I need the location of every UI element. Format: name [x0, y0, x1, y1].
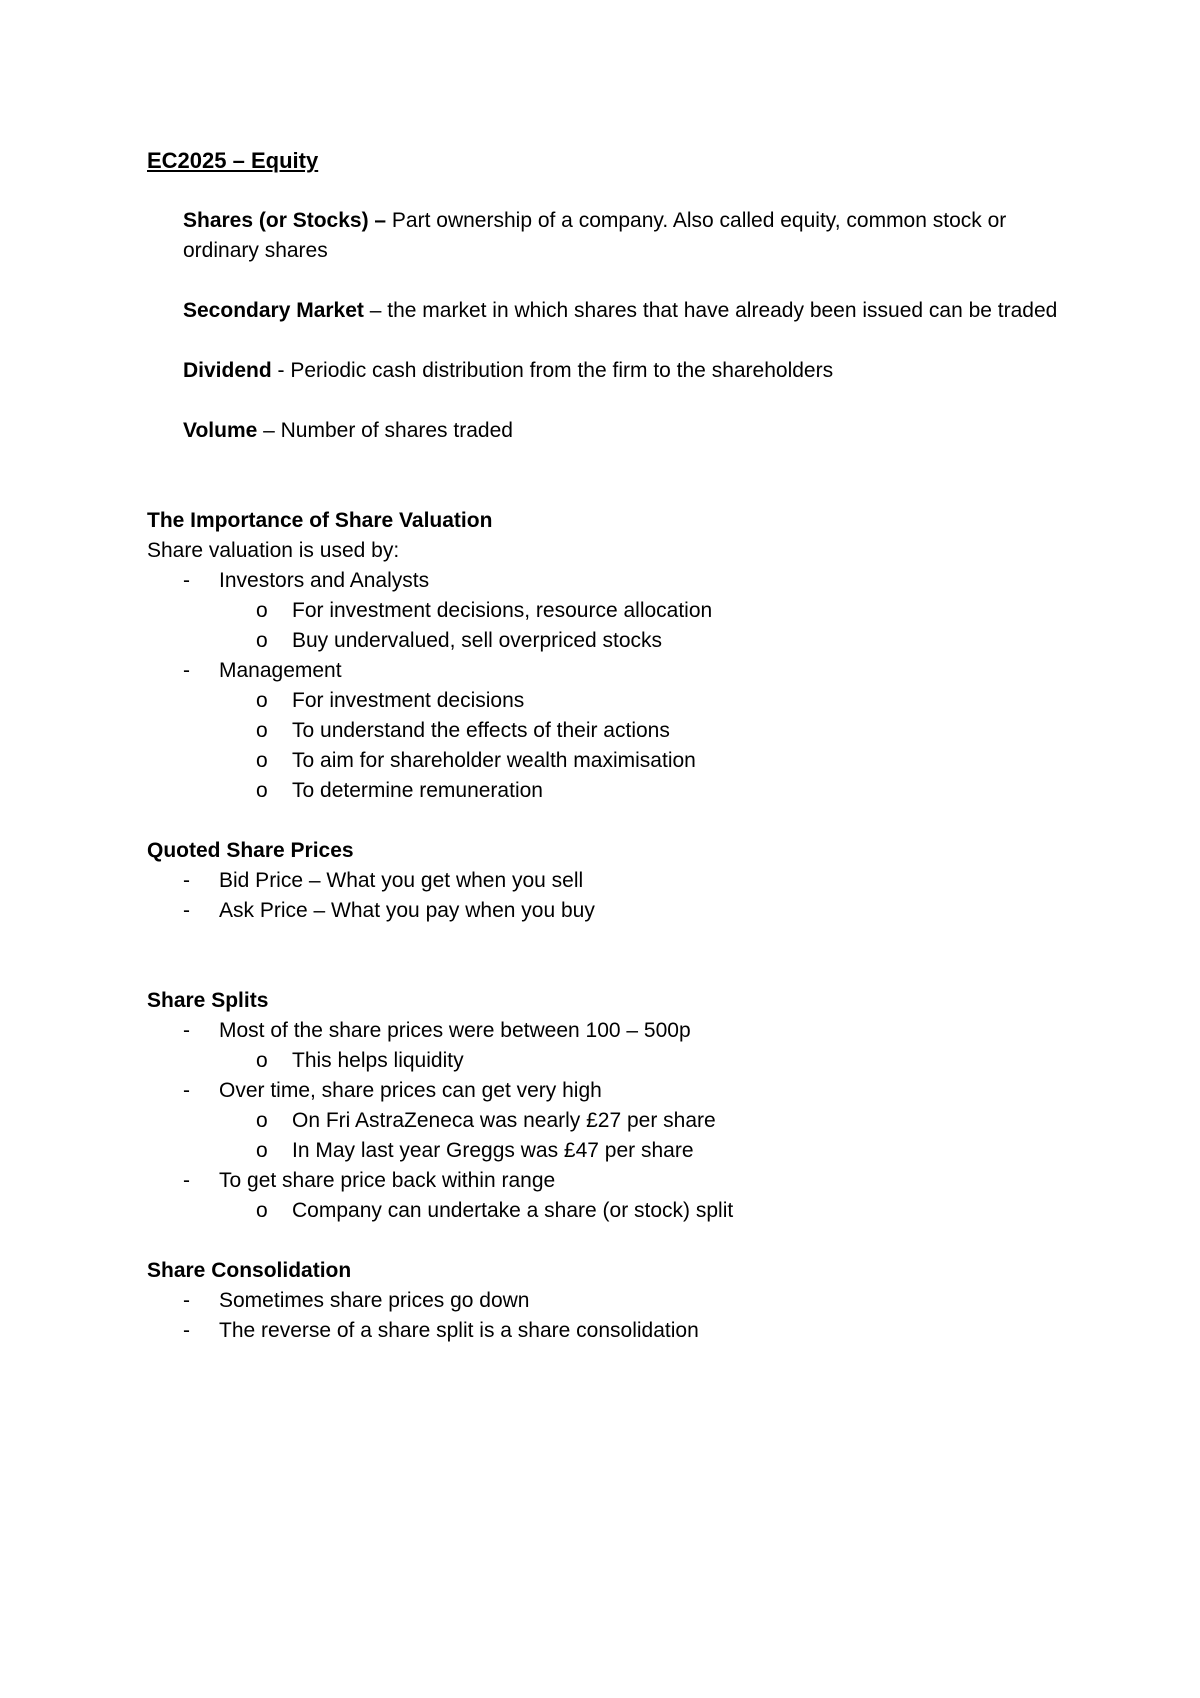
list-item: [147, 566, 1087, 656]
sub-list-item: [147, 1106, 1087, 1136]
circle-bullet: o: [256, 1109, 268, 1132]
definition-term: Shares (or Stocks) –: [183, 209, 387, 232]
dash-bullet: -: [183, 1289, 190, 1312]
section-share-consolidation: [147, 1256, 1087, 1346]
section-heading: Share Consolidation: [147, 1259, 352, 1282]
spacer: [147, 1226, 1087, 1256]
circle-bullet: o: [256, 629, 268, 652]
sub-list-item: [147, 746, 1087, 776]
list-item-label: Most of the share prices were between 100 – 500p: [219, 1019, 691, 1042]
definition-term: Secondary Market: [183, 299, 364, 322]
sub-list-item: [147, 1046, 1087, 1076]
section-quoted-prices: [147, 836, 1087, 926]
list-item: [147, 1166, 1087, 1226]
sub-bullet-list: [219, 596, 1087, 656]
section-share-splits: [147, 986, 1087, 1226]
list-item: [147, 1286, 1087, 1316]
sub-list-item-label: In May last year Greggs was £47 per share: [292, 1139, 694, 1162]
list-item-label: Investors and Analysts: [219, 569, 430, 592]
list-item-label: The reverse of a share split is a share consolidation: [219, 1319, 699, 1342]
circle-bullet: o: [256, 749, 268, 772]
bullet-list: [147, 566, 1087, 806]
circle-bullet: o: [256, 1139, 268, 1162]
list-item: [147, 656, 1087, 806]
document-title: EC2025 – Equity: [147, 148, 319, 173]
section-heading: The Importance of Share Valuation: [147, 509, 493, 532]
dash-bullet: -: [183, 1319, 190, 1342]
dash-bullet: -: [183, 659, 190, 682]
definition-term: Dividend: [183, 359, 272, 382]
sub-list-item: [147, 716, 1087, 746]
list-item-label: Management: [219, 659, 342, 682]
definition-secondary-market: [183, 296, 1087, 326]
section-intro: Share valuation is used by:: [147, 539, 400, 562]
list-item-label: Sometimes share prices go down: [219, 1289, 530, 1312]
sub-bullet-list: [219, 1046, 1087, 1076]
dash-bullet: -: [183, 869, 190, 892]
spacer: [147, 926, 1087, 986]
definition-text: - Periodic cash distribution from the firm to the shareholders: [271, 359, 834, 382]
dash-bullet: -: [183, 569, 190, 592]
circle-bullet: o: [256, 779, 268, 802]
definition-term: Volume: [183, 419, 258, 442]
section-heading: Quoted Share Prices: [147, 839, 354, 862]
bullet-list: [147, 1016, 1087, 1226]
list-item: [147, 866, 1087, 896]
list-item: [147, 1016, 1087, 1076]
list-item: [147, 1316, 1087, 1346]
list-item-label: Ask Price – What you pay when you buy: [219, 899, 595, 922]
list-item-label: To get share price back within range: [219, 1169, 556, 1192]
section-heading: Share Splits: [147, 989, 269, 1012]
sub-list-item-label: On Fri AstraZeneca was nearly £27 per share: [292, 1109, 716, 1132]
dash-bullet: -: [183, 1019, 190, 1042]
document-body: [147, 146, 1087, 1346]
section-importance: [147, 506, 1087, 806]
sub-list-item-label: For investment decisions: [292, 689, 525, 712]
bullet-list: [147, 866, 1087, 926]
circle-bullet: o: [256, 1199, 268, 1222]
sub-list-item-label: To understand the effects of their actions: [292, 719, 670, 742]
sub-bullet-list: [219, 686, 1087, 806]
sub-list-item: [147, 1196, 1087, 1226]
list-item-label: Over time, share prices can get very high: [219, 1079, 602, 1102]
sub-list-item: [147, 686, 1087, 716]
dash-bullet: -: [183, 1079, 190, 1102]
sub-list-item-label: For investment decisions, resource allocation: [292, 599, 713, 622]
sub-list-item-label: To aim for shareholder wealth maximisation: [292, 749, 696, 772]
circle-bullet: o: [256, 1049, 268, 1072]
list-item: [147, 1076, 1087, 1166]
spacer: [147, 476, 1087, 506]
bullet-list: [147, 1286, 1087, 1346]
sub-bullet-list: [219, 1106, 1087, 1166]
sub-list-item-label: To determine remuneration: [292, 779, 543, 802]
list-item: [147, 896, 1087, 926]
definition-shares: [183, 206, 1087, 266]
definition-text: – the market in which shares that have already been issued can be traded: [363, 299, 1058, 322]
spacer: [147, 806, 1087, 836]
sub-list-item-label: Buy undervalued, sell overpriced stocks: [292, 629, 663, 652]
definition-volume: [183, 416, 1087, 446]
circle-bullet: o: [256, 719, 268, 742]
sub-list-item: [147, 776, 1087, 806]
definitions-list: [183, 206, 1087, 446]
sub-list-item: [147, 1136, 1087, 1166]
sub-bullet-list: [219, 1196, 1087, 1226]
circle-bullet: o: [256, 689, 268, 712]
list-item-label: Bid Price – What you get when you sell: [219, 869, 584, 892]
dash-bullet: -: [183, 1169, 190, 1192]
definition-dividend: [183, 356, 1087, 386]
sub-list-item: [147, 596, 1087, 626]
definition-text: – Number of shares traded: [257, 419, 513, 442]
sub-list-item-label: This helps liquidity: [292, 1049, 464, 1072]
circle-bullet: o: [256, 599, 268, 622]
definition-text: Part ownership of a company. Also called equity, common stock or ordinary shares: [183, 209, 1007, 262]
sub-list-item-label: Company can undertake a share (or stock) split: [292, 1199, 734, 1222]
sub-list-item: [147, 626, 1087, 656]
dash-bullet: -: [183, 899, 190, 922]
